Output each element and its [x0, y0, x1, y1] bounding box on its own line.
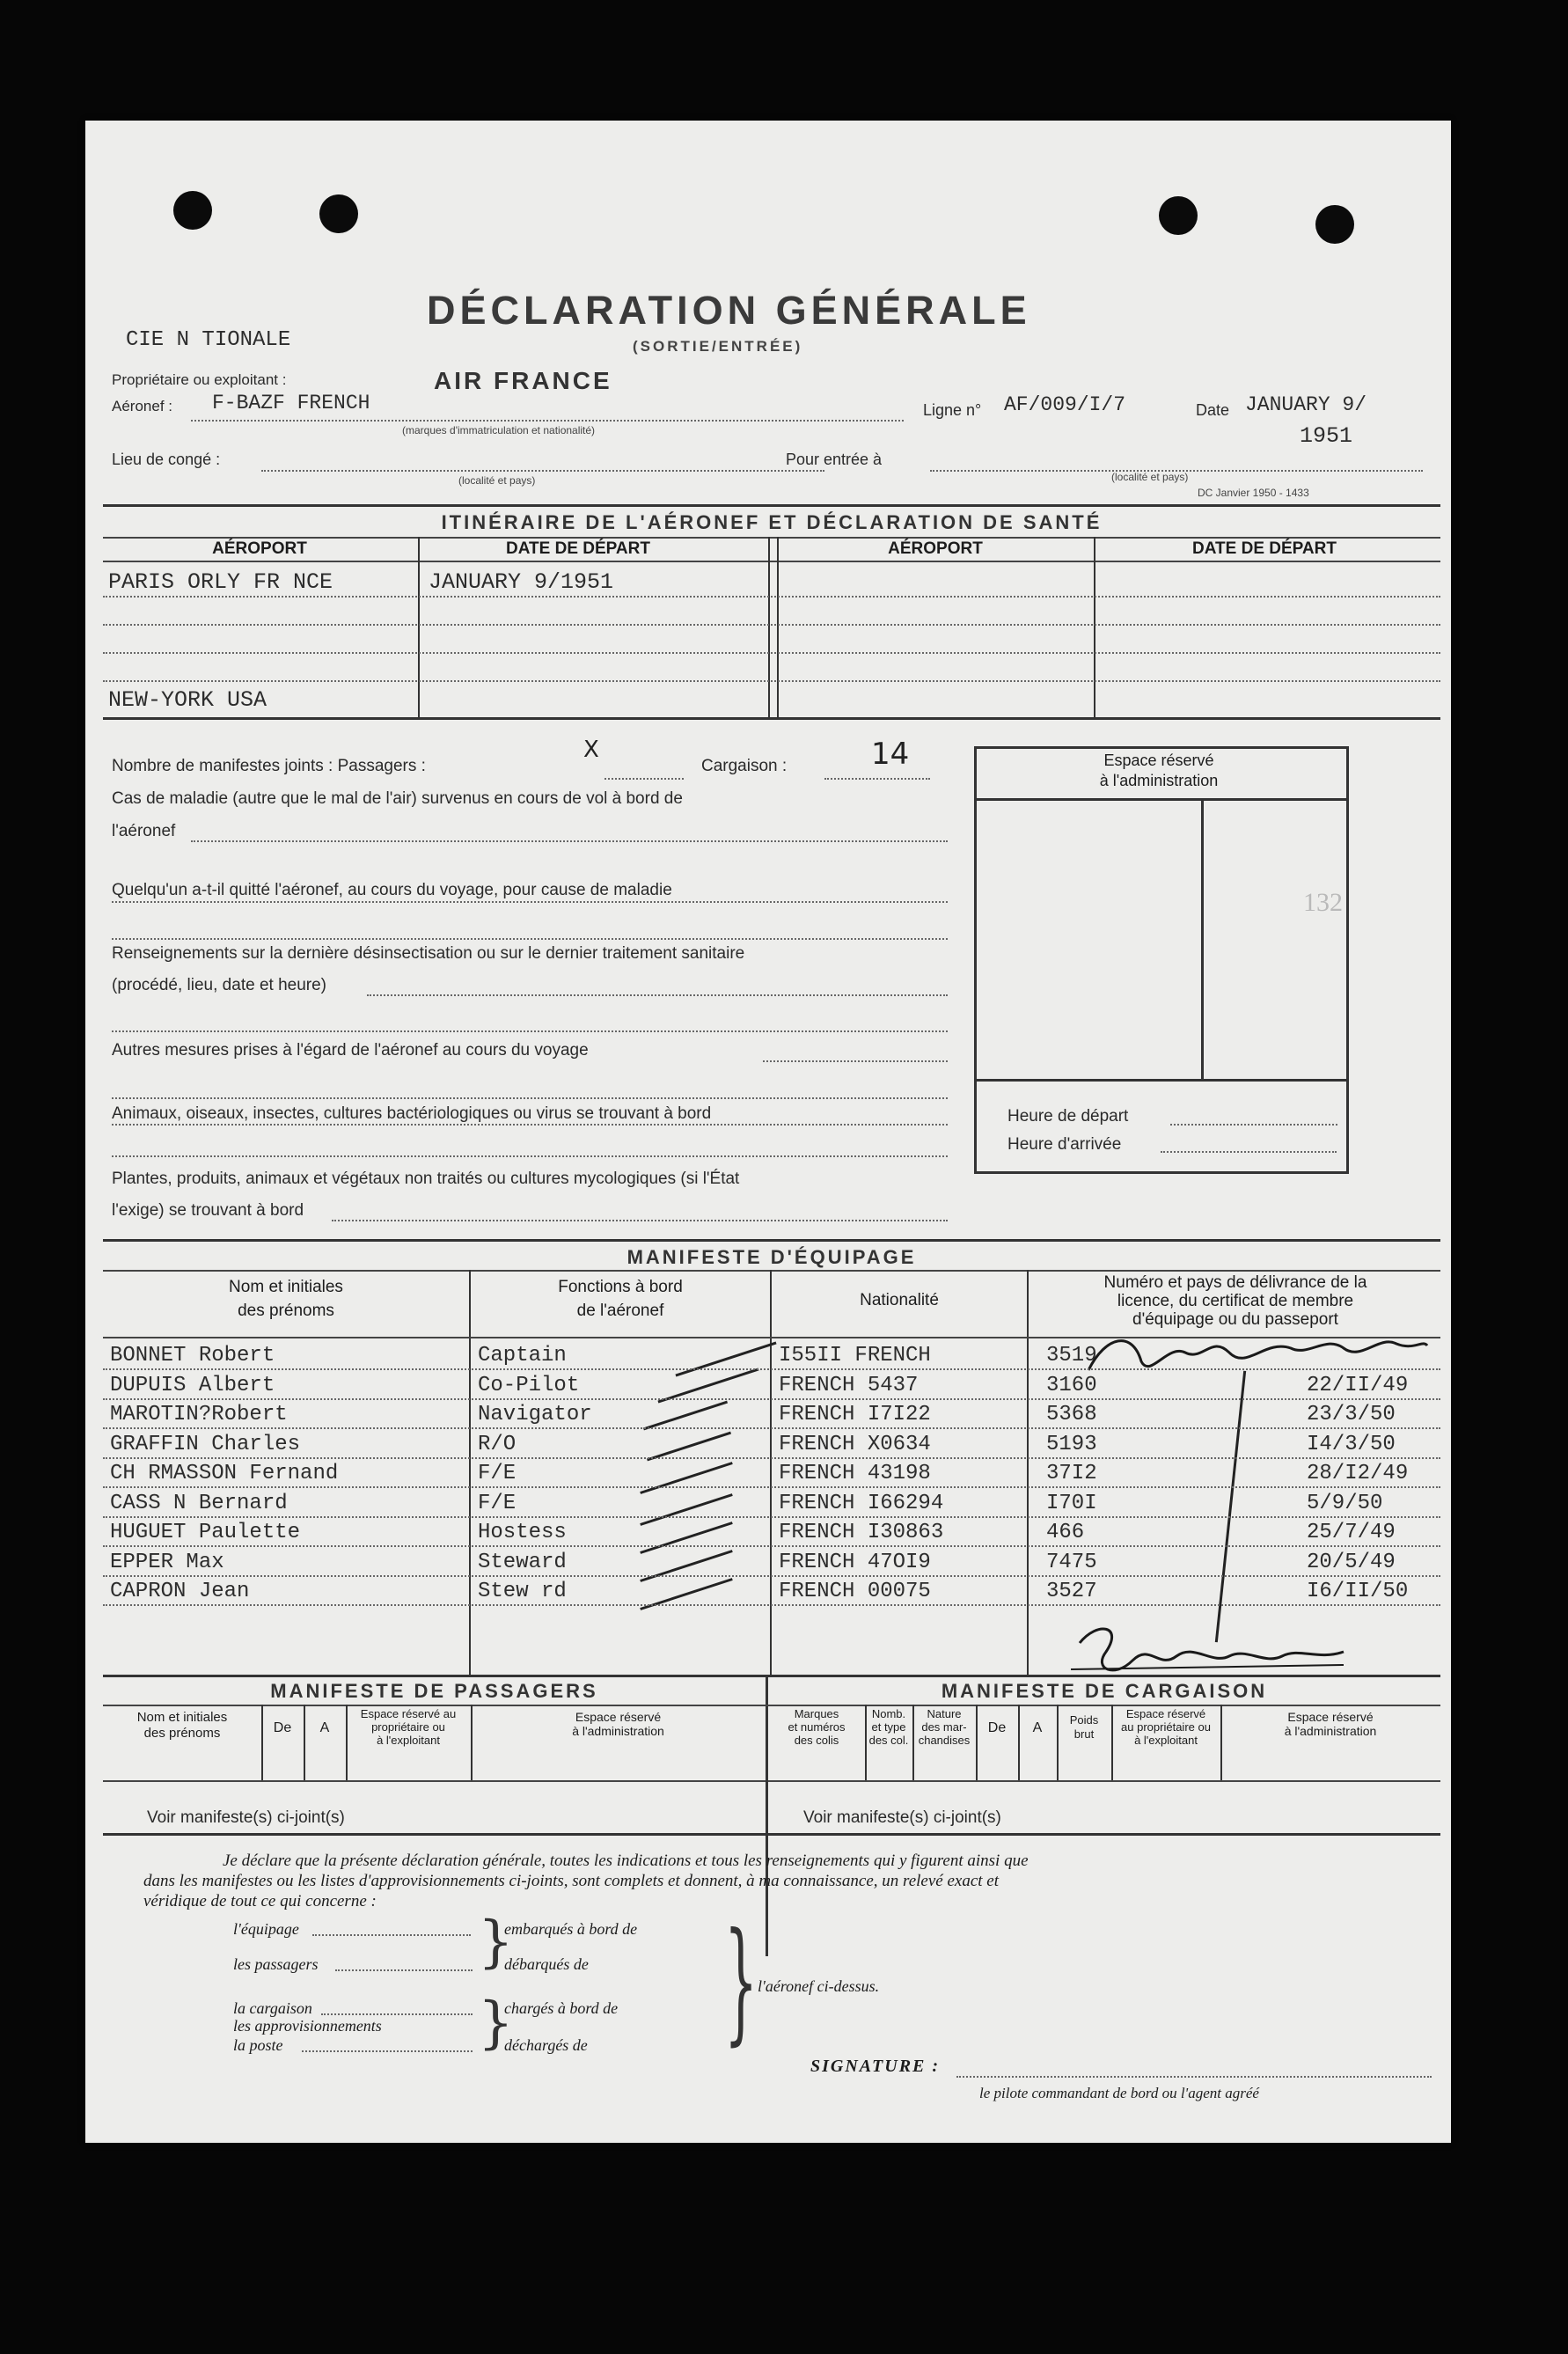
- punch-hole: [319, 194, 358, 233]
- cargo-col-owner-2: au propriétaire ou: [1121, 1720, 1211, 1734]
- pax-col-to: A: [319, 1720, 330, 1735]
- crew-col-licence: Numéro et pays de délivrance de la: [1103, 1273, 1367, 1292]
- crew-row-rule: [103, 1368, 1440, 1370]
- cargo-col-to: A: [1032, 1720, 1043, 1735]
- line-label: Ligne n°: [923, 401, 982, 419]
- question-disinsection-2: (procédé, lieu, date et heure): [112, 976, 326, 994]
- decl-loaded: chargés à bord de: [504, 1999, 619, 2017]
- crew-licence: 3527: [1046, 1580, 1097, 1603]
- crew-licence-date: 25/7/49: [1307, 1521, 1396, 1544]
- cargo-col-from: De: [987, 1720, 1007, 1735]
- passengers-value: X: [583, 737, 599, 763]
- punch-hole: [1315, 205, 1354, 244]
- cargo-value: 14: [871, 737, 910, 772]
- crew-row-rule: [103, 1575, 1440, 1577]
- date-value: JANUARY 9/: [1245, 393, 1367, 416]
- crew-name: CH RMASSON Fernand: [110, 1462, 339, 1485]
- crew-function: Stew rd: [478, 1580, 567, 1603]
- crew-name: DUPUIS Albert: [110, 1373, 275, 1397]
- form-subtitle: (SORTIE/ENTRÉE): [633, 338, 803, 355]
- crew-function: Steward: [478, 1550, 567, 1574]
- pax-col-admin: Espace réservé: [575, 1710, 662, 1724]
- crew-name: MAROTIN?Robert: [110, 1403, 288, 1426]
- decl-embarked: embarqués à bord de: [504, 1920, 638, 1938]
- crew-col-licence-3: d'équipage ou du passeport: [1132, 1310, 1338, 1329]
- decl-aircraft: l'aéronef ci-dessus.: [758, 1977, 880, 1995]
- crew-nationality: FRENCH I30863: [779, 1521, 944, 1544]
- itinerary-row1-airport: PARIS ORLY FR NCE: [108, 569, 333, 595]
- entry-locality-note: (localité et pays): [1111, 471, 1189, 483]
- crew-function: F/E: [478, 1491, 517, 1515]
- line-value: AF/009/I/7: [1004, 393, 1126, 416]
- passengers-title: MANIFESTE DE PASSAGERS: [270, 1680, 598, 1702]
- arrival-time-label: Heure d'arrivée: [1007, 1135, 1122, 1154]
- crew-licence-date: 20/5/49: [1307, 1550, 1396, 1574]
- crew-function: Navigator: [478, 1403, 592, 1426]
- locality-note: (localité et pays): [458, 474, 536, 487]
- operator-value: AIR FRANCE: [434, 367, 612, 394]
- cargo-col-owner-3: à l'exploitant: [1134, 1734, 1198, 1747]
- pax-col-from: De: [273, 1720, 292, 1735]
- cargo-title: MANIFESTE DE CARGAISON: [941, 1680, 1268, 1702]
- cargo-see-manifest: Voir manifeste(s) ci-joint(s): [803, 1808, 1001, 1827]
- itinerary-col-airport-2: AÉROPORT: [888, 539, 983, 558]
- itinerary-row2-airport: NEW-YORK USA: [108, 687, 267, 713]
- itinerary-col-departure: DATE DE DÉPART: [506, 539, 650, 558]
- crew-title: MANIFESTE D'ÉQUIPAGE: [626, 1246, 917, 1268]
- crew-nationality: FRENCH I7I22: [779, 1403, 931, 1426]
- crew-col-nationality: Nationalité: [860, 1291, 939, 1309]
- crew-name: BONNET Robert: [110, 1344, 275, 1368]
- brace-aircraft: }: [724, 1905, 758, 2058]
- itinerary-title: ITINÉRAIRE DE L'AÉRONEF ET DÉCLARATION DE SANTÉ: [441, 511, 1103, 533]
- cargo-col-number-3: des col.: [868, 1734, 909, 1747]
- cargo-col-admin: Espace réservé: [1287, 1710, 1374, 1724]
- crew-name: CASS N Bernard: [110, 1491, 288, 1515]
- declaration-line-3: véridique de tout ce qui concerne :: [143, 1892, 377, 1910]
- crew-name: HUGUET Paulette: [110, 1521, 301, 1544]
- crew-col-function: Fonctions à bord: [558, 1278, 683, 1296]
- crew-function: Captain: [478, 1344, 567, 1368]
- crew-licence-date: 28/I2/49: [1307, 1462, 1409, 1485]
- decl-cargo: la cargaison: [233, 1999, 312, 2017]
- crew-licence: 37I2: [1046, 1462, 1097, 1485]
- itinerary-row1-date: JANUARY 9/1951: [429, 569, 614, 595]
- crew-licence: 3160: [1046, 1373, 1097, 1397]
- departure-time-label: Heure de départ: [1007, 1107, 1129, 1126]
- crew-licence-date: 5/9/50: [1307, 1491, 1383, 1515]
- date-label: Date: [1196, 401, 1230, 419]
- crew-nationality: FRENCH 43198: [779, 1462, 931, 1485]
- pax-col-owner-3: à l'exploitant: [377, 1734, 440, 1747]
- cargo-col-nature-3: chandises: [918, 1734, 971, 1747]
- crew-row-rule: [103, 1545, 1440, 1547]
- question-plants: Plantes, produits, animaux et végétaux non traités ou cultures mycologiques (si l'État: [112, 1170, 740, 1188]
- crew-name: EPPER Max: [110, 1550, 224, 1574]
- pax-col-owner-2: propriétaire ou: [371, 1720, 445, 1734]
- crew-function: Co-Pilot: [478, 1373, 580, 1397]
- manifests-label: Nombre de manifestes joints : Passagers :: [112, 757, 426, 775]
- crew-function: Hostess: [478, 1521, 567, 1544]
- aircraft-note: (marques d'immatriculation et nationalité): [402, 424, 596, 436]
- declaration-line-2: dans les manifestes ou les listes d'approvisionnements ci-joints, sont complets et donnent, à ma connaissance, un relevé exact et: [143, 1872, 1000, 1890]
- cargo-col-number: Nomb.: [871, 1707, 906, 1720]
- cargo-col-number-2: et type: [871, 1720, 906, 1734]
- crew-col-name-2: des prénoms: [238, 1302, 334, 1320]
- cargo-col-marks: Marques: [794, 1707, 839, 1720]
- crew-function: F/E: [478, 1462, 517, 1485]
- decl-crew: l'équipage: [233, 1920, 299, 1938]
- punch-hole: [173, 191, 212, 230]
- cargo-col-weight: Poids: [1069, 1713, 1099, 1727]
- pax-see-manifest: Voir manifeste(s) ci-joint(s): [147, 1808, 345, 1827]
- crew-nationality: I55II FRENCH: [779, 1344, 931, 1368]
- form-title: DÉCLARATION GÉNÉRALE: [427, 288, 1031, 333]
- crew-row-rule: [103, 1398, 1440, 1400]
- question-left-aircraft: Quelqu'un a-t-il quitté l'aéronef, au cours du voyage, pour cause de maladie: [112, 881, 672, 899]
- crew-nationality: FRENCH 00075: [779, 1580, 931, 1603]
- question-other-measures: Autres mesures prises à l'égard de l'aéronef au cours du voyage: [112, 1041, 589, 1060]
- question-animals: Animaux, oiseaux, insectes, cultures bactériologiques ou virus se trouvant à bord: [112, 1104, 712, 1123]
- crew-row-rule: [103, 1457, 1440, 1459]
- pax-col-admin-2: à l'administration: [572, 1724, 664, 1738]
- brace-cargo: }: [478, 1991, 514, 2056]
- crew-name: CAPRON Jean: [110, 1580, 250, 1603]
- decl-passengers: les passagers: [233, 1955, 319, 1973]
- admin-number: 132: [1303, 888, 1343, 917]
- cargo-col-nature-2: des mar-: [921, 1720, 967, 1734]
- crew-nationality: FRENCH X0634: [779, 1432, 931, 1456]
- crew-licence: 7475: [1046, 1550, 1097, 1574]
- company-stamp: CIE N TIONALE: [126, 328, 291, 352]
- crew-licence-date: 22/II/49: [1307, 1373, 1409, 1397]
- pax-col-owner: Espace réservé au: [360, 1707, 457, 1720]
- pax-col-name: Nom et initiales: [136, 1710, 228, 1725]
- admin-title-2: à l'administration: [1099, 772, 1219, 789]
- question-illness-2: l'aéronef: [112, 822, 176, 840]
- crew-row-rule: [103, 1516, 1440, 1518]
- entry-label: Pour entrée à: [786, 451, 883, 468]
- crew-licence: 3519: [1046, 1344, 1097, 1368]
- crew-licence: 466: [1046, 1521, 1085, 1544]
- crew-licence: I70I: [1046, 1491, 1097, 1515]
- cargo-col-weight-2: brut: [1073, 1727, 1095, 1741]
- cargo-col-admin-2: à l'administration: [1284, 1724, 1377, 1738]
- cargo-col-nature: Nature: [927, 1707, 962, 1720]
- crew-licence-date: 23/3/50: [1307, 1403, 1396, 1426]
- crew-col-licence-2: licence, du certificat de membre: [1117, 1292, 1354, 1310]
- signature-label: SIGNATURE :: [810, 2057, 941, 2076]
- aircraft-label: Aéronef :: [112, 398, 172, 414]
- crew-licence-date: I4/3/50: [1307, 1432, 1396, 1456]
- crew-col-name: Nom et initiales: [229, 1278, 343, 1296]
- itinerary-col-airport: AÉROPORT: [212, 539, 307, 558]
- itinerary-col-departure-2: DATE DE DÉPART: [1192, 539, 1337, 558]
- departure-place-label: Lieu de congé :: [112, 451, 221, 468]
- crew-nationality: FRENCH 47OI9: [779, 1550, 931, 1574]
- admin-title: Espace réservé: [1103, 752, 1214, 769]
- cargo-label: Cargaison :: [701, 757, 788, 775]
- crew-function: R/O: [478, 1432, 517, 1456]
- decl-disembarked: débarqués de: [504, 1955, 589, 1973]
- decl-unloaded: déchargés de: [504, 2036, 588, 2054]
- declaration-form: [85, 121, 1451, 2143]
- question-disinsection: Renseignements sur la dernière désinsectisation ou sur le dernier traitement sanitaire: [112, 944, 745, 963]
- question-plants-2: l'exige) se trouvant à bord: [112, 1201, 304, 1220]
- date-year: 1951: [1300, 423, 1353, 449]
- crew-licence-date: I6/II/50: [1307, 1580, 1409, 1603]
- form-ref: DC Janvier 1950 - 1433: [1198, 487, 1309, 499]
- punch-hole: [1159, 196, 1198, 235]
- crew-nationality: FRENCH I66294: [779, 1491, 944, 1515]
- decl-supplies: les approvisionnements: [233, 2017, 382, 2035]
- question-illness: Cas de maladie (autre que le mal de l'air) survenus en cours de vol à bord de: [112, 789, 683, 808]
- decl-mail: la poste: [233, 2036, 283, 2054]
- crew-licence: 5193: [1046, 1432, 1097, 1456]
- brace-crew: }: [478, 1910, 514, 1975]
- pax-col-name-2: des prénoms: [143, 1726, 221, 1741]
- cargo-col-marks-3: des colis: [794, 1734, 839, 1747]
- signature-note: le pilote commandant de bord ou l'agent agréé: [979, 2085, 1259, 2101]
- crew-name: GRAFFIN Charles: [110, 1432, 301, 1456]
- declaration-line-1: Je déclare que la présente déclaration générale, toutes les indications et tous les renseignements qui y figurent ainsi que: [223, 1852, 1029, 1870]
- crew-nationality: FRENCH 5437: [779, 1373, 919, 1397]
- cargo-col-owner: Espace réservé: [1125, 1707, 1206, 1720]
- operator-label: Propriétaire ou exploitant :: [112, 371, 287, 388]
- crew-col-function-2: de l'aéronef: [576, 1302, 664, 1320]
- crew-licence: 5368: [1046, 1403, 1097, 1426]
- cargo-col-marks-2: et numéros: [788, 1720, 846, 1734]
- crew-row-rule: [103, 1604, 1440, 1606]
- aircraft-value: F-BAZF FRENCH: [212, 392, 370, 414]
- crew-row-rule: [103, 1486, 1440, 1488]
- crew-row-rule: [103, 1427, 1440, 1429]
